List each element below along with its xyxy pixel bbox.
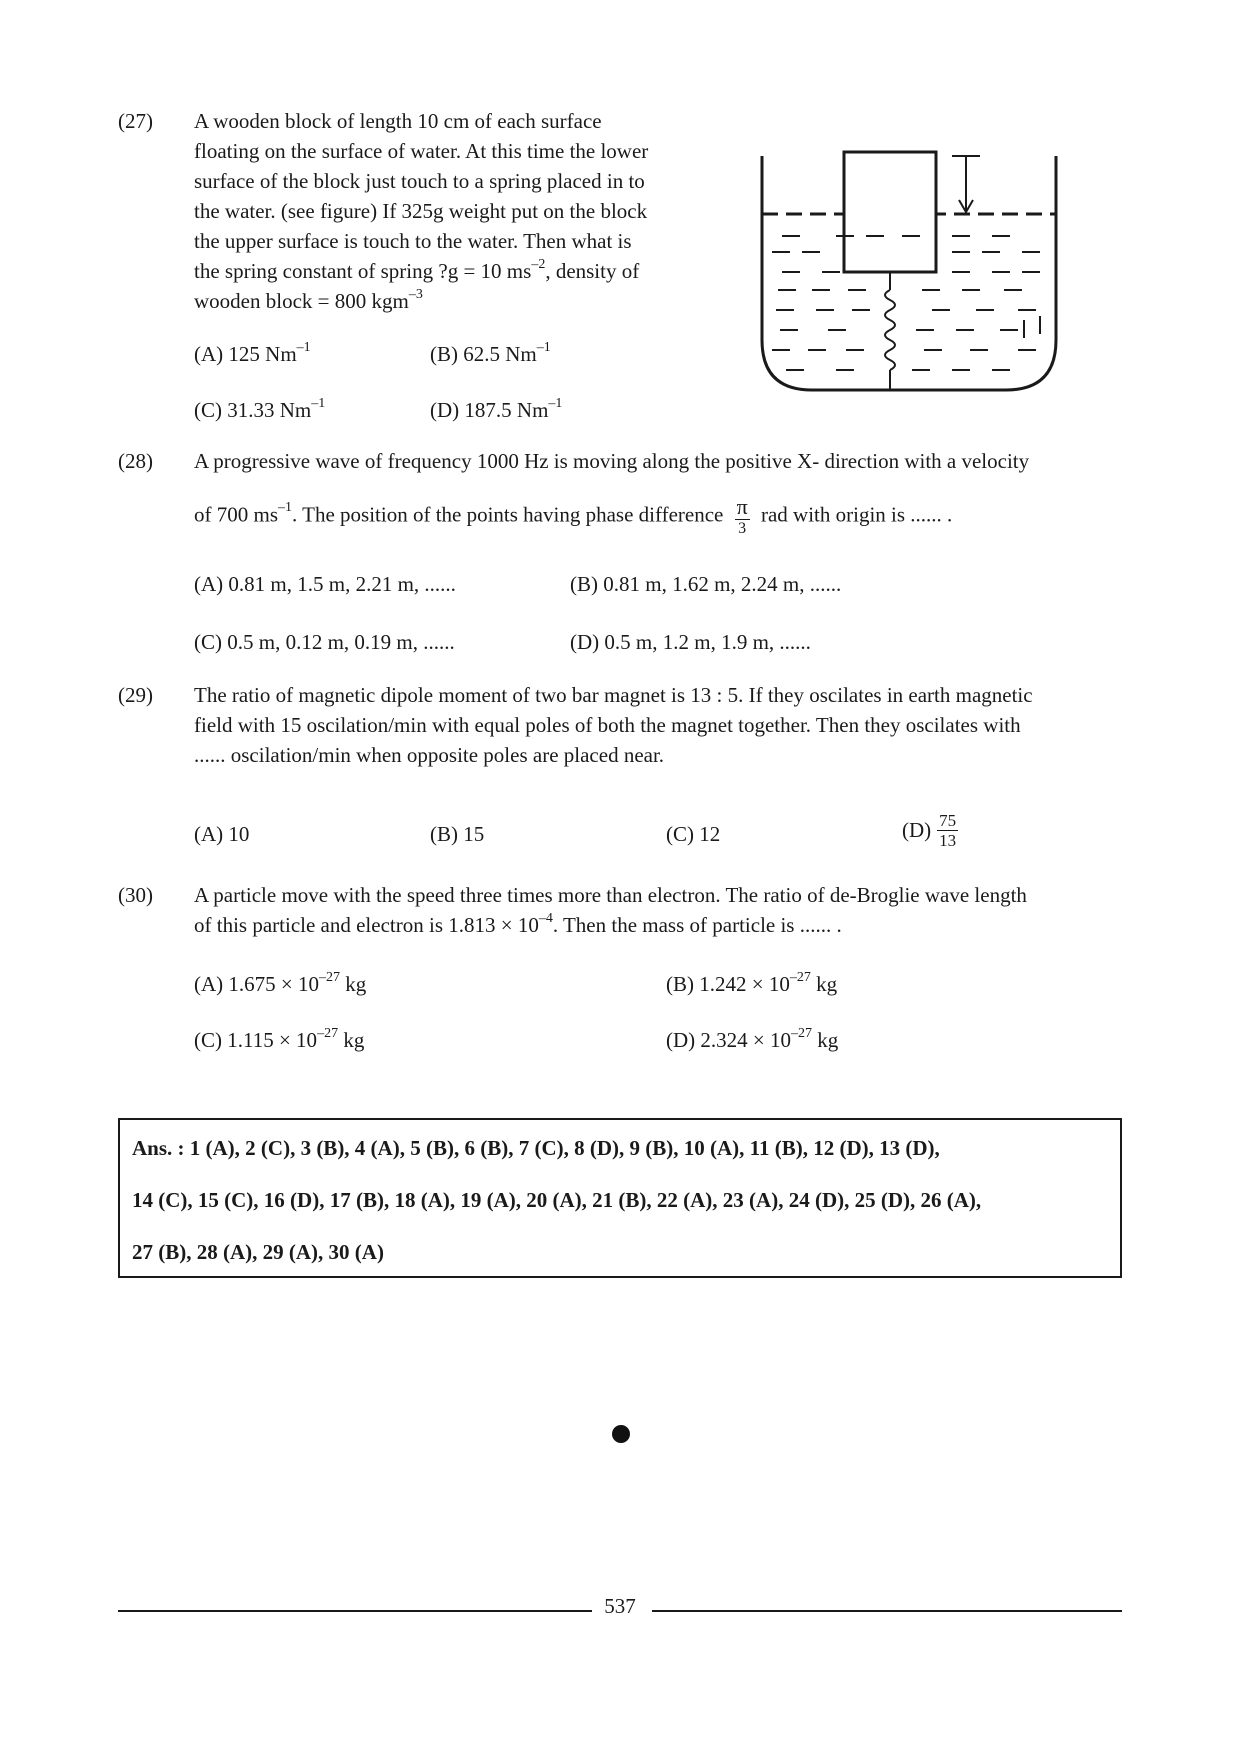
question-29 — [118, 680, 1128, 780]
option-c[interactable]: (C) 0.5 m, 0.12 m, 0.19 m, ...... — [194, 630, 455, 654]
question-text — [194, 446, 1124, 537]
option-b[interactable]: (B) 15 — [430, 822, 485, 846]
question-line: the spring constant of spring ?g = 10 $ms^{-2}$, density of — [194, 257, 640, 283]
question-line: surface of the block just touch to a spring placed in to — [194, 169, 645, 193]
question-line: field with 15 oscilation/min with equal poles of both the magnet together. Then they oscilates with — [194, 713, 1021, 737]
question-text — [194, 106, 754, 316]
phase-fraction: $\frac{\pi}{3}$ — [736, 494, 748, 537]
option-a[interactable]: (A) $1.675 \times 10^{-27}$ kg — [194, 970, 367, 996]
option-a[interactable]: (A) 125 $Nm^{-1}$ — [194, 340, 311, 366]
question-line: of this particle and electron is $1.813 \times 10^{-4}$. Then the mass of particle is ...... . — [194, 911, 842, 937]
question-line: A wooden block of length 10 cm of each surface — [194, 109, 602, 133]
answer-line: 14 (C), 15 (C), 16 (D), 17 (B), 18 (A), 19 (A), 20 (A), 21 (B), 22 (A), 23 (A), 24 (D), 25 (D), 26 (A), — [132, 1188, 982, 1212]
question-number: (29) — [118, 683, 153, 707]
option-d[interactable]: (D) 0.5 m, 1.2 m, 1.9 m, ...... — [570, 630, 811, 654]
question-line: A progressive wave of frequency 1000 Hz is moving along the positive X- direction with a velocity — [194, 449, 1030, 473]
option-c[interactable]: (C) 12 — [666, 822, 721, 846]
option-c[interactable]: (C) 31.33 $Nm^{-1}$ — [194, 396, 326, 422]
question-number: (27) — [118, 109, 153, 133]
question-text — [194, 680, 1124, 770]
block-spring-figure — [756, 140, 1066, 400]
question-line: ...... oscilation/min when opposite poles are placed near. — [194, 743, 665, 767]
option-d[interactable]: (D) $2.324 \times 10^{-27}$ kg — [666, 1026, 839, 1052]
question-30 — [118, 880, 1128, 950]
question-text — [194, 880, 1124, 940]
wooden-block — [844, 152, 936, 272]
option-c[interactable]: (C) $1.115 \times 10^{-27}$ kg — [194, 1026, 365, 1052]
question-line: The ratio of magnetic dipole moment of two bar magnet is 13 : 5. If they oscilates in earth magnetic — [194, 683, 1033, 707]
answer-line: Ans. : 1 (A), 2 (C), 3 (B), 4 (A), 5 (B), 6 (B), 7 (C), 8 (D), 9 (B), 10 (A), 11 (B), 12 (D), 13 (D), — [132, 1136, 940, 1160]
question-number: (30) — [118, 883, 153, 907]
question-line: A particle move with the speed three times more than electron. The ratio of de-Broglie wave length — [194, 883, 1027, 907]
option-a[interactable]: (A) 10 — [194, 822, 250, 846]
answer-line: 27 (B), 28 (A), 29 (A), 30 (A) — [132, 1240, 384, 1264]
bullet-dot — [612, 1425, 630, 1443]
spring — [885, 272, 895, 390]
question-line: the water. (see figure) If 325g weight put on the block — [194, 199, 648, 223]
option-a[interactable]: (A) 0.81 m, 1.5 m, 2.21 m, ...... — [194, 572, 456, 596]
question-number: (28) — [118, 449, 153, 473]
question-line: wooden block = 800 kgm$^{-3}$ — [194, 287, 423, 313]
question-line: floating on the surface of water. At this time the lower — [194, 139, 649, 163]
option-b[interactable]: (B) $1.242 \times 10^{-27}$ kg — [666, 970, 838, 996]
option-d[interactable]: (D) $\frac{75}{13}$ — [902, 811, 957, 850]
option-b[interactable]: (B) 0.81 m, 1.62 m, 2.24 m, ...... — [570, 572, 842, 596]
option-b[interactable]: (B) 62.5 $Nm^{-1}$ — [430, 340, 551, 366]
page-number: 537 — [604, 1594, 636, 1618]
question-line: the upper surface is touch to the water. Then what is — [194, 229, 632, 253]
answer-key-box — [118, 1118, 1122, 1278]
question-line: of 700 $ms^{-1}$. The position of the points having phase difference $\frac{\pi}{3}$ rad with origin is ...... . — [194, 494, 953, 537]
option-d-fraction: $\frac{75}{13}$ — [939, 811, 957, 850]
option-d[interactable]: (D) 187.5 $Nm^{-1}$ — [430, 396, 563, 422]
question-28 — [118, 446, 1128, 537]
